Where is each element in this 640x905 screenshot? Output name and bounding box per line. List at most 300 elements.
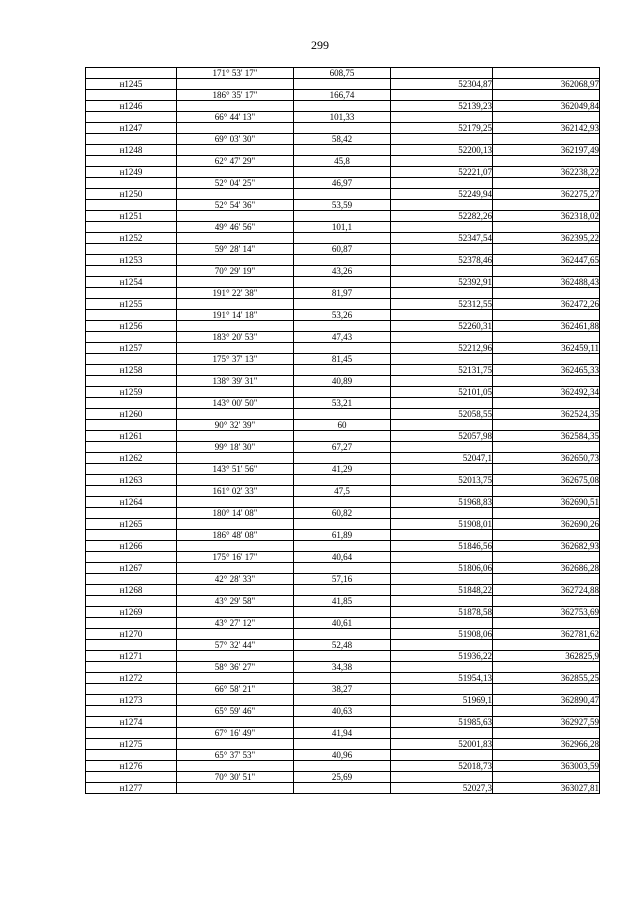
table-row <box>86 189 600 200</box>
distance-cell: 53,26 <box>294 310 391 321</box>
y-coordinate-cell: 362197,49 <box>493 145 600 156</box>
table-row <box>86 376 600 387</box>
y-coordinate-cell <box>493 640 600 651</box>
x-coordinate-cell <box>391 662 493 673</box>
y-coordinate-cell: 362461,88 <box>493 321 600 332</box>
y-coordinate-cell <box>493 552 600 563</box>
table-row <box>86 486 600 497</box>
x-coordinate-cell: 51954,13 <box>391 673 493 684</box>
y-coordinate-cell <box>493 266 600 277</box>
point-name-cell: н1260 <box>86 409 177 420</box>
x-coordinate-cell <box>391 68 493 79</box>
distance-cell: 81,97 <box>294 288 391 299</box>
point-name-cell <box>86 596 177 607</box>
angle-cell <box>177 79 294 90</box>
point-name-cell: н1273 <box>86 695 177 706</box>
table-row <box>86 178 600 189</box>
point-name-cell <box>86 420 177 431</box>
point-name-cell: н1262 <box>86 453 177 464</box>
point-name-cell <box>86 684 177 695</box>
angle-cell: 57° 32' 44" <box>177 640 294 651</box>
distance-cell <box>294 255 391 266</box>
distance-cell <box>294 541 391 552</box>
y-coordinate-cell <box>493 332 600 343</box>
x-coordinate-cell: 52212,96 <box>391 343 493 354</box>
y-coordinate-cell: 362825,9 <box>493 651 600 662</box>
angle-cell: 66° 44' 13" <box>177 112 294 123</box>
distance-cell <box>294 739 391 750</box>
x-coordinate-cell <box>391 486 493 497</box>
table-row <box>86 409 600 420</box>
distance-cell <box>294 145 391 156</box>
distance-cell: 101,1 <box>294 222 391 233</box>
point-name-cell <box>86 354 177 365</box>
angle-cell <box>177 717 294 728</box>
point-name-cell <box>86 552 177 563</box>
x-coordinate-cell: 52392,91 <box>391 277 493 288</box>
point-name-cell <box>86 662 177 673</box>
y-coordinate-cell <box>493 200 600 211</box>
distance-cell: 41,29 <box>294 464 391 475</box>
point-name-cell: н1252 <box>86 233 177 244</box>
table-row <box>86 288 600 299</box>
angle-cell <box>177 409 294 420</box>
x-coordinate-cell <box>391 442 493 453</box>
angle-cell: 175° 16' 17" <box>177 552 294 563</box>
y-coordinate-cell: 362686,28 <box>493 563 600 574</box>
y-coordinate-cell: 362238,22 <box>493 167 600 178</box>
y-coordinate-cell: 362465,33 <box>493 365 600 376</box>
x-coordinate-cell <box>391 750 493 761</box>
x-coordinate-cell <box>391 596 493 607</box>
angle-cell: 99° 18' 30" <box>177 442 294 453</box>
table-row <box>86 398 600 409</box>
table-row <box>86 750 600 761</box>
distance-cell: 43,26 <box>294 266 391 277</box>
x-coordinate-cell <box>391 618 493 629</box>
y-coordinate-cell <box>493 662 600 673</box>
point-name-cell: н1261 <box>86 431 177 442</box>
angle-cell: 171° 53' 17" <box>177 68 294 79</box>
x-coordinate-cell: 52179,25 <box>391 123 493 134</box>
angle-cell: 66° 58' 21" <box>177 684 294 695</box>
table-row <box>86 574 600 585</box>
point-name-cell: н1277 <box>86 783 177 794</box>
angle-cell: 43° 29' 58" <box>177 596 294 607</box>
x-coordinate-cell: 51908,06 <box>391 629 493 640</box>
table-row <box>86 530 600 541</box>
point-name-cell <box>86 68 177 79</box>
distance-cell: 25,69 <box>294 772 391 783</box>
distance-cell: 60,82 <box>294 508 391 519</box>
angle-cell: 161° 02' 33" <box>177 486 294 497</box>
angle-cell <box>177 497 294 508</box>
angle-cell: 175° 37' 13" <box>177 354 294 365</box>
y-coordinate-cell <box>493 112 600 123</box>
x-coordinate-cell: 52282,26 <box>391 211 493 222</box>
distance-cell: 52,48 <box>294 640 391 651</box>
angle-cell: 65° 59' 46" <box>177 706 294 717</box>
point-name-cell <box>86 90 177 101</box>
y-coordinate-cell <box>493 310 600 321</box>
point-name-cell: н1251 <box>86 211 177 222</box>
distance-cell: 57,16 <box>294 574 391 585</box>
table-row <box>86 222 600 233</box>
distance-cell <box>294 761 391 772</box>
point-name-cell: н1274 <box>86 717 177 728</box>
angle-cell: 191° 14' 18" <box>177 310 294 321</box>
point-name-cell: н1271 <box>86 651 177 662</box>
point-name-cell: н1266 <box>86 541 177 552</box>
table-row <box>86 640 600 651</box>
y-coordinate-cell: 363003,59 <box>493 761 600 772</box>
y-coordinate-cell: 362275,27 <box>493 189 600 200</box>
distance-cell: 47,43 <box>294 332 391 343</box>
distance-cell <box>294 387 391 398</box>
angle-cell <box>177 563 294 574</box>
angle-cell: 58° 36' 27" <box>177 662 294 673</box>
distance-cell <box>294 321 391 332</box>
angle-cell <box>177 761 294 772</box>
distance-cell <box>294 167 391 178</box>
angle-cell <box>177 519 294 530</box>
distance-cell: 81,45 <box>294 354 391 365</box>
x-coordinate-cell: 52001,83 <box>391 739 493 750</box>
x-coordinate-cell <box>391 508 493 519</box>
distance-cell: 53,59 <box>294 200 391 211</box>
angle-cell: 42° 28' 33" <box>177 574 294 585</box>
distance-cell <box>294 189 391 200</box>
y-coordinate-cell <box>493 706 600 717</box>
table-row <box>86 90 600 101</box>
table-row <box>86 772 600 783</box>
y-coordinate-cell: 362855,25 <box>493 673 600 684</box>
angle-cell: 90° 32' 39" <box>177 420 294 431</box>
angle-cell <box>177 123 294 134</box>
distance-cell <box>294 585 391 596</box>
table-row <box>86 552 600 563</box>
angle-cell: 180° 14' 08" <box>177 508 294 519</box>
table-row <box>86 200 600 211</box>
angle-cell <box>177 365 294 376</box>
distance-cell: 61,89 <box>294 530 391 541</box>
distance-cell <box>294 211 391 222</box>
distance-cell <box>294 695 391 706</box>
point-name-cell <box>86 728 177 739</box>
table-row <box>86 387 600 398</box>
table-row <box>86 299 600 310</box>
table-row <box>86 563 600 574</box>
angle-cell <box>177 321 294 332</box>
table-row <box>86 442 600 453</box>
x-coordinate-cell <box>391 640 493 651</box>
x-coordinate-cell: 52304,87 <box>391 79 493 90</box>
x-coordinate-cell <box>391 90 493 101</box>
table-row <box>86 343 600 354</box>
angle-cell: 59° 28' 14" <box>177 244 294 255</box>
angle-cell <box>177 783 294 794</box>
y-coordinate-cell: 362488,43 <box>493 277 600 288</box>
distance-cell: 58,42 <box>294 134 391 145</box>
x-coordinate-cell <box>391 420 493 431</box>
y-coordinate-cell <box>493 442 600 453</box>
x-coordinate-cell <box>391 376 493 387</box>
x-coordinate-cell <box>391 222 493 233</box>
x-coordinate-cell: 52378,46 <box>391 255 493 266</box>
y-coordinate-cell: 362690,51 <box>493 497 600 508</box>
table-row <box>86 761 600 772</box>
table-row <box>86 673 600 684</box>
distance-cell <box>294 343 391 354</box>
y-coordinate-cell: 362966,28 <box>493 739 600 750</box>
y-coordinate-cell: 362682,93 <box>493 541 600 552</box>
x-coordinate-cell <box>391 332 493 343</box>
angle-cell <box>177 101 294 112</box>
angle-cell <box>177 475 294 486</box>
y-coordinate-cell: 362724,88 <box>493 585 600 596</box>
point-name-cell: н1245 <box>86 79 177 90</box>
table-row <box>86 354 600 365</box>
y-coordinate-cell <box>493 222 600 233</box>
x-coordinate-cell: 51878,58 <box>391 607 493 618</box>
angle-cell <box>177 167 294 178</box>
y-coordinate-cell: 362142,93 <box>493 123 600 134</box>
distance-cell: 46,97 <box>294 178 391 189</box>
x-coordinate-cell: 51848,22 <box>391 585 493 596</box>
y-coordinate-cell <box>493 156 600 167</box>
point-name-cell: н1246 <box>86 101 177 112</box>
distance-cell: 40,89 <box>294 376 391 387</box>
x-coordinate-cell <box>391 178 493 189</box>
x-coordinate-cell: 52027,3 <box>391 783 493 794</box>
distance-cell <box>294 365 391 376</box>
table-row <box>86 519 600 530</box>
distance-cell: 60,87 <box>294 244 391 255</box>
distance-cell: 60 <box>294 420 391 431</box>
point-name-cell: н1264 <box>86 497 177 508</box>
angle-cell: 186° 48' 08" <box>177 530 294 541</box>
table-row <box>86 717 600 728</box>
table-row <box>86 112 600 123</box>
angle-cell: 186° 35' 17" <box>177 90 294 101</box>
table-row <box>86 101 600 112</box>
x-coordinate-cell <box>391 530 493 541</box>
angle-cell: 70° 29' 19" <box>177 266 294 277</box>
angle-cell <box>177 233 294 244</box>
x-coordinate-cell <box>391 310 493 321</box>
table-row <box>86 211 600 222</box>
point-name-cell: н1269 <box>86 607 177 618</box>
distance-cell: 53,21 <box>294 398 391 409</box>
point-name-cell: н1249 <box>86 167 177 178</box>
distance-cell: 47,5 <box>294 486 391 497</box>
x-coordinate-cell: 52047,1 <box>391 453 493 464</box>
x-coordinate-cell: 52221,07 <box>391 167 493 178</box>
distance-cell: 608,75 <box>294 68 391 79</box>
point-name-cell <box>86 222 177 233</box>
angle-cell: 65° 37' 53" <box>177 750 294 761</box>
y-coordinate-cell: 362049,84 <box>493 101 600 112</box>
distance-cell <box>294 409 391 420</box>
point-name-cell: н1272 <box>86 673 177 684</box>
distance-cell: 67,27 <box>294 442 391 453</box>
distance-cell <box>294 651 391 662</box>
x-coordinate-cell <box>391 288 493 299</box>
table-row <box>86 739 600 750</box>
y-coordinate-cell <box>493 354 600 365</box>
point-name-cell: н1254 <box>86 277 177 288</box>
table-row <box>86 607 600 618</box>
distance-cell <box>294 431 391 442</box>
y-coordinate-cell: 362650,73 <box>493 453 600 464</box>
x-coordinate-cell <box>391 200 493 211</box>
x-coordinate-cell <box>391 706 493 717</box>
y-coordinate-cell: 362459,11 <box>493 343 600 354</box>
angle-cell: 52° 54' 36" <box>177 200 294 211</box>
table-row <box>86 167 600 178</box>
angle-cell: 52° 04' 25" <box>177 178 294 189</box>
table-row <box>86 783 600 794</box>
angle-cell <box>177 145 294 156</box>
distance-cell <box>294 629 391 640</box>
point-name-cell <box>86 266 177 277</box>
x-coordinate-cell: 52018,73 <box>391 761 493 772</box>
y-coordinate-cell <box>493 90 600 101</box>
y-coordinate-cell <box>493 134 600 145</box>
point-name-cell <box>86 398 177 409</box>
table-row <box>86 662 600 673</box>
x-coordinate-cell: 51968,83 <box>391 497 493 508</box>
point-name-cell: н1255 <box>86 299 177 310</box>
x-coordinate-cell <box>391 728 493 739</box>
table-row <box>86 475 600 486</box>
point-name-cell <box>86 530 177 541</box>
table-row <box>86 596 600 607</box>
point-name-cell <box>86 244 177 255</box>
y-coordinate-cell <box>493 574 600 585</box>
angle-cell <box>177 541 294 552</box>
point-name-cell <box>86 706 177 717</box>
table-row <box>86 145 600 156</box>
y-coordinate-cell <box>493 530 600 541</box>
point-name-cell <box>86 508 177 519</box>
table-row <box>86 68 600 79</box>
point-name-cell <box>86 288 177 299</box>
table-row <box>86 332 600 343</box>
distance-cell: 166,74 <box>294 90 391 101</box>
x-coordinate-cell <box>391 112 493 123</box>
distance-cell <box>294 673 391 684</box>
point-name-cell: н1259 <box>86 387 177 398</box>
x-coordinate-cell: 52057,98 <box>391 431 493 442</box>
y-coordinate-cell <box>493 178 600 189</box>
y-coordinate-cell: 362472,26 <box>493 299 600 310</box>
point-name-cell <box>86 200 177 211</box>
y-coordinate-cell <box>493 288 600 299</box>
table-row <box>86 420 600 431</box>
point-name-cell: н1247 <box>86 123 177 134</box>
angle-cell <box>177 629 294 640</box>
table-row <box>86 585 600 596</box>
point-name-cell: н1268 <box>86 585 177 596</box>
point-name-cell: н1270 <box>86 629 177 640</box>
distance-cell <box>294 233 391 244</box>
coordinates-table-body <box>86 68 600 794</box>
distance-cell <box>294 123 391 134</box>
x-coordinate-cell: 51908,01 <box>391 519 493 530</box>
angle-cell <box>177 189 294 200</box>
point-name-cell: н1258 <box>86 365 177 376</box>
point-name-cell: н1275 <box>86 739 177 750</box>
table-row <box>86 156 600 167</box>
table-row <box>86 508 600 519</box>
y-coordinate-cell: 362927,59 <box>493 717 600 728</box>
angle-cell <box>177 453 294 464</box>
y-coordinate-cell: 362690,26 <box>493 519 600 530</box>
distance-cell <box>294 519 391 530</box>
table-row <box>86 233 600 244</box>
angle-cell: 143° 51' 56" <box>177 464 294 475</box>
table-row <box>86 453 600 464</box>
x-coordinate-cell: 51936,22 <box>391 651 493 662</box>
point-name-cell <box>86 486 177 497</box>
table-row <box>86 244 600 255</box>
point-name-cell <box>86 156 177 167</box>
angle-cell: 191° 22' 38" <box>177 288 294 299</box>
angle-cell: 62° 47' 29" <box>177 156 294 167</box>
table-row <box>86 321 600 332</box>
table-row <box>86 684 600 695</box>
angle-cell: 69° 03' 30" <box>177 134 294 145</box>
distance-cell <box>294 101 391 112</box>
distance-cell: 45,8 <box>294 156 391 167</box>
y-coordinate-cell <box>493 376 600 387</box>
distance-cell <box>294 277 391 288</box>
distance-cell: 101,33 <box>294 112 391 123</box>
table-row <box>86 629 600 640</box>
point-name-cell: н1257 <box>86 343 177 354</box>
distance-cell <box>294 563 391 574</box>
y-coordinate-cell <box>493 508 600 519</box>
y-coordinate-cell: 362675,08 <box>493 475 600 486</box>
y-coordinate-cell: 362524,35 <box>493 409 600 420</box>
y-coordinate-cell: 362395,22 <box>493 233 600 244</box>
x-coordinate-cell: 52101,05 <box>391 387 493 398</box>
point-name-cell <box>86 574 177 585</box>
x-coordinate-cell <box>391 684 493 695</box>
distance-cell: 34,38 <box>294 662 391 673</box>
distance-cell: 40,64 <box>294 552 391 563</box>
point-name-cell: н1253 <box>86 255 177 266</box>
angle-cell <box>177 651 294 662</box>
x-coordinate-cell <box>391 134 493 145</box>
x-coordinate-cell: 52013,75 <box>391 475 493 486</box>
angle-cell <box>177 277 294 288</box>
distance-cell: 40,61 <box>294 618 391 629</box>
point-name-cell: н1267 <box>86 563 177 574</box>
y-coordinate-cell <box>493 244 600 255</box>
table-row <box>86 618 600 629</box>
y-coordinate-cell: 362318,02 <box>493 211 600 222</box>
table-row <box>86 255 600 266</box>
point-name-cell <box>86 310 177 321</box>
distance-cell <box>294 475 391 486</box>
distance-cell <box>294 299 391 310</box>
table-row <box>86 497 600 508</box>
table-row <box>86 431 600 442</box>
coordinates-table <box>85 67 600 794</box>
table-row <box>86 123 600 134</box>
